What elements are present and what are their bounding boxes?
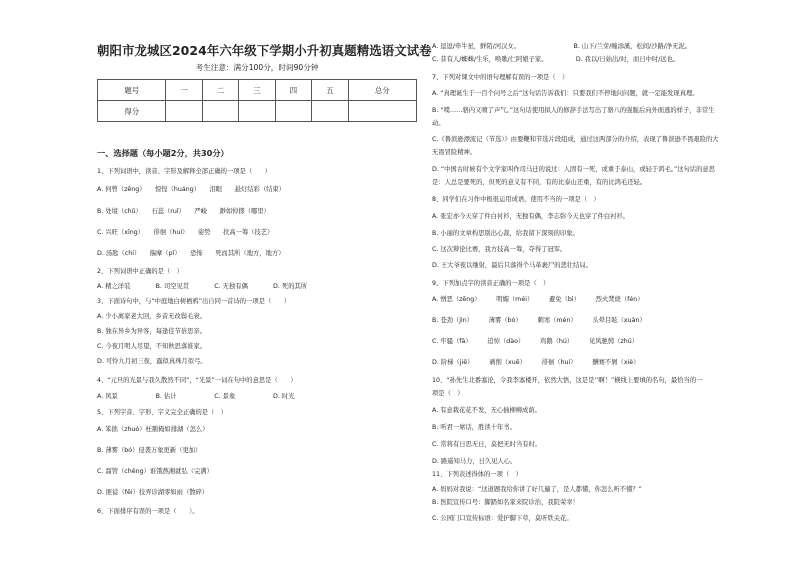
question-line: A. 少小离家老大回，乡音无改鬓毛衰。	[97, 313, 206, 320]
question-line: C. 溜管（chěng）谁饿熬湘就弘（完满）	[97, 468, 213, 475]
score-header-cell: 五	[312, 80, 348, 101]
question-line: 8、同学们在习作中极很运用成语，使用不当的一项是（ ）	[432, 196, 600, 203]
question-line: 项是（ ）	[432, 390, 464, 397]
score-cell	[239, 101, 275, 122]
score-cell	[312, 101, 348, 122]
question-line: C. 公园门口宣传标语：爱护脚下草，莫听铁关花。	[432, 515, 573, 522]
score-header-cell: 一	[166, 80, 202, 101]
question-line: A. 逗逗/牵牛星，鲜陌/河汉女。 B. 山下/兰芽/缠添溪，松间/沙路/净无泥。	[432, 43, 692, 50]
score-table-row	[98, 101, 417, 122]
question-line: 11、下列表述得体的一项（ ）	[432, 471, 522, 478]
question-line: B. 薄雾（bó）侵袭万象更新（更加）	[97, 447, 202, 454]
question-line: 无畏冒险精神。	[432, 149, 477, 156]
question-line: B. 医院宣传口号：脚踏如名家来院诊治，我院荣幸！	[432, 499, 579, 506]
question-line: 1、下列词语中，读音、字形及解释全部正确的一项是（ ）	[97, 168, 272, 175]
question-line: C. 兴旺（xīng） 徘徊（huí） 姿势 扶高一筹（技艺）	[97, 229, 274, 236]
question-line: D. “中国古时候有个文学家叫作司马迁的说过：人固有一死，或重于泰山，或轻于鸿毛。”这句话的意思	[432, 166, 715, 173]
question-line: 5、下列字音、字形、字义完全正确的是（ ）	[97, 409, 227, 416]
question-line: A. 有意栽花花不发，无心插柳柳成荫。	[432, 407, 541, 414]
question-line: 4、“元旦的光景与我久散然不同”，“光景”一词在句中的意思是（ ）	[97, 377, 297, 384]
page-title: 朝阳市龙城区2024年六年级下学期小升初真题精选语文试卷	[97, 43, 432, 58]
score-cell	[202, 101, 238, 122]
score-cell	[166, 101, 202, 122]
question-line: D. 王大爷夜以继射，最后只落得个马革裹尸的悲壮结局。	[432, 262, 592, 269]
question-line: C. 今夜月明人尽望，不知秋思落谁家。	[97, 343, 207, 350]
question-line: A. 笨拙（zhuó）枉鹅掩如排湖（怎么）	[97, 426, 209, 433]
question-line: B. 苍劲（jìn） 薄雾（bó） 刺寒（mén） 头晕目眩（xuàn）	[432, 317, 646, 324]
score-header-cell: 二	[202, 80, 238, 101]
question-line: 7、下列对课文中的语句理解有误的一项是（ ）	[432, 74, 569, 81]
question-line: A. 张宏亦今天穿了件白衬衫，无独有偶，李志弥今天也穿了件白衬衫。	[432, 213, 630, 220]
score-row-label: 得分	[98, 101, 166, 122]
question-line: 是：人总是要死的，但死的意义有不同，有的比泰山还重，有的比鸿毛还轻。	[432, 179, 647, 186]
question-line: B. “噗……骆内又喷了声气。”这句话使用拟人的修辞手法写出了骆八的强脆后向外面逃的样子，非常生	[432, 107, 715, 114]
question-line: 动。	[432, 120, 445, 127]
question-line: A. 妈妈对我说：“这道题我给你讲了好几遍了，是人都懂，你怎么听不懂？”	[432, 486, 642, 493]
score-header-cell: 四	[275, 80, 311, 101]
question-line: C. 牢骚（fā） 追悼（dào） 鸡鹅（hú） 见风驰骋（zhū）	[432, 338, 639, 345]
score-header-cell: 题号	[98, 80, 166, 101]
question-line: C. 这次辩论比赛，我方技高一筹，夺得了冠军。	[432, 246, 567, 253]
question-line: A. 风景 B. 估计 C. 景象 D. 时光	[97, 393, 295, 400]
question-line: 9、下列加点字的读音正确的一项是（ ）	[432, 280, 550, 287]
question-line: A. 憎恶（zēng） 明媚（méi） 避免（bì） 烈火焚烧（fén）	[432, 296, 644, 303]
score-cell	[348, 101, 416, 122]
question-line: 6、下面排序有误的一项是（ ）。	[97, 508, 199, 515]
question-line: B. 独在异乡为异客，每逢佳节倍思亲。	[97, 328, 207, 335]
section-heading: 一、选择题（每小题2分，共30分）	[97, 148, 229, 158]
score-table-header	[98, 80, 417, 101]
question-line: D. 可怜九月初三夜，露似真珠月似弓。	[97, 358, 207, 365]
question-line: B. 小丽的文章构思别出心裁，给我留下深刻的印象。	[432, 230, 579, 237]
question-line: 10、“孙先生北番塞论，令我李塞楼开，依然大悟，这是是‘’啊！”横线上要填的名句，最恰当的一	[432, 377, 703, 384]
question-line: B. 处境（chǔ） 石蕊（ruǐ） 严峻 渺如悼搽（哪里）	[97, 208, 270, 215]
question-line: D. 阶梯（jiē） 剥削（xuē） 徘徊（huí） 酬赛不屑（xiè）	[432, 359, 640, 366]
score-cell	[275, 101, 311, 122]
exam-note: 考生注意：满分100分，时间90分钟	[195, 63, 319, 72]
question-line: D. 路遥知马力，日久见人心。	[432, 458, 517, 465]
question-line: C. 昔有人/蜘蛛/生乐，唤歌/仁阿娘子家。 D. 我以/日始出/时，而日中时/远也。	[432, 56, 680, 63]
question-line: 3、下面诗句中，与“中庭地白树栖鸦”出自同一首诗的一项是（ ）	[97, 298, 291, 305]
score-header-cell: 三	[239, 80, 275, 101]
question-line: 2、下列词语中正确的是（ ）	[97, 268, 183, 275]
question-line: B. 听君一席话，胜读十年书。	[432, 424, 516, 431]
question-line: D. 汤匙（chí） 揣摩（pǐ） 恐怖 死而其所（地方，地方）	[97, 250, 285, 257]
question-line: C. 常将有日思无日，莫把无时当有时。	[432, 441, 542, 448]
question-line: D. 匪徒（fěi）技弄诊湖零如雨（散碎）	[97, 489, 209, 496]
question-line: C.《鲁滨逊漂流记（节选）》由要鞭和节选片段组成，通过这两部分的介绍，表现了鲁滨逊不畏艰险的大	[432, 136, 719, 143]
question-line: A. “真理诞生于一百个问号之后”这句话告诉我们：只要我们不停地问问题，就一定能发现真理。	[432, 90, 699, 97]
question-line: A. 精之洋装 B. 司空见贯 C. 无独有偶 D. 死的其所	[97, 283, 308, 290]
score-table	[97, 79, 417, 122]
question-line: A. 何曾（zēng） 惊惶（huáng） 泪眼 悬灯结彩（结束）	[97, 186, 286, 193]
score-header-cell: 总分	[348, 80, 416, 101]
